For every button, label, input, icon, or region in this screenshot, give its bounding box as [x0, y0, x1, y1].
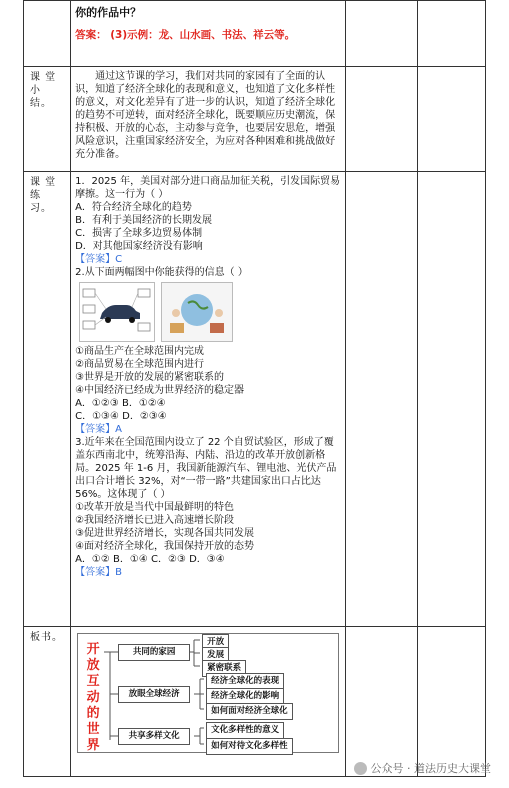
car-diagram-illustration — [80, 283, 154, 341]
question-tail: 你的作品中？ — [75, 6, 142, 19]
q3-statement-1: ①改革开放是当代中国最鲜明的特色 — [75, 502, 235, 513]
board-content-cell — [71, 627, 346, 777]
leaf-treat-diversity: 如何对待文化多样性 — [206, 738, 293, 755]
practice-row — [24, 172, 486, 627]
q1-answer: 【答案】C — [75, 254, 123, 265]
q1-option-a: A．符合经济全球化的趋势 — [75, 202, 192, 213]
col4-cell — [417, 67, 485, 172]
q3-stem: 3.近年来在全国范围内设立了 22 个自贸试验区，形成了覆盖东西南北中，统筹沿海、内陆、沿边的改革开放创新格局。2025 年 1-6 月，我国新能源汽车、锂电池、光伏产品出口合计增长 32%，对“一带一路”共建国家出口占比达 56%。这体现了（ ） — [75, 437, 337, 500]
q2-answer: 【答案】A — [75, 424, 122, 435]
q2-figures — [79, 282, 342, 342]
leaf-globalization-impact: 经济全球化的影响 — [206, 688, 284, 705]
leaf-open: 开放 — [202, 634, 229, 651]
q2-statement-2: ②商品贸易在全球范围内进行 — [75, 359, 205, 370]
practice-content-cell — [71, 172, 346, 627]
board-label: 板书。 — [30, 632, 63, 643]
q2-options-1: A．①②③ B．①②④ — [75, 398, 166, 409]
board-label-cell — [24, 627, 71, 777]
leaf-globalization-forms: 经济全球化的表现 — [206, 673, 284, 690]
branch-global-economy: 放眼全球经济 — [118, 686, 190, 703]
leaf-development: 发展 — [202, 647, 229, 664]
q1-option-c: C．损害了全球多边贸易体制 — [75, 228, 203, 239]
answer-line — [75, 29, 342, 42]
answer-label: 答案： — [75, 29, 107, 41]
leaf-close-ties: 紧密联系 — [202, 660, 246, 677]
row-label-empty — [24, 1, 71, 67]
wechat-icon — [354, 762, 367, 775]
practice-label-cell — [24, 172, 71, 627]
q2-options-2: C．①③④ D．②③④ — [75, 411, 167, 422]
summary-label-cell — [24, 67, 71, 172]
mind-map — [77, 633, 339, 753]
answer-row — [24, 1, 486, 67]
col3-cell — [345, 1, 417, 67]
branch-shared-culture: 共享多样文化 — [118, 728, 190, 745]
col3-cell — [345, 172, 417, 627]
branch-common-home: 共同的家园 — [118, 644, 190, 661]
col3-cell — [345, 67, 417, 172]
q1-option-b: B．有利于美国经济的长期发展 — [75, 215, 212, 226]
col4-cell — [417, 172, 485, 627]
leaf-face-globalization: 如何面对经济全球化 — [206, 703, 293, 720]
watermark — [354, 760, 492, 776]
summary-text-cell — [71, 67, 346, 172]
q3-options: A．①② B．①④ C．②③ D．③④ — [75, 554, 225, 565]
leaf-diversity-meaning: 文化多样性的意义 — [206, 722, 284, 739]
globe-cartoon-illustration — [162, 283, 232, 341]
q1-option-d: D．对其他国家经济没有影响 — [75, 241, 203, 252]
q3-answer: 【答案】B — [75, 567, 122, 578]
q2-statement-4: ④中国经济已经成为世界经济的稳定器 — [75, 385, 245, 396]
car-supply-diagram — [79, 282, 155, 342]
q3-statement-2: ②我国经济增长已进入高速增长阶段 — [75, 515, 235, 526]
col4-cell — [417, 627, 485, 777]
summary-label: 课 堂 小 结。 — [30, 72, 57, 109]
col3-cell — [345, 627, 417, 777]
q2-statement-1: ①商品生产在全球范围内完成 — [75, 346, 205, 357]
q1-stem: 1．2025 年，美国对部分进口商品加征关税，引发国际贸易摩擦。这一行为（ ） — [75, 176, 341, 200]
q3-statement-3: ③促进世界经济增长，实现各国共同发展 — [75, 528, 255, 539]
answer-text: (3)示例：龙、山水画、书法、祥云等。 — [110, 29, 296, 41]
summary-row — [24, 67, 486, 172]
practice-label: 课 堂 练 习。 — [30, 177, 57, 214]
watermark-text: 公众号 · 道法历史大课堂 — [370, 762, 491, 775]
q2-stem: 2.从下面两幅图中你能获得的信息（ ） — [75, 267, 248, 278]
col4-cell — [417, 1, 485, 67]
mind-map-title: 开放互动的世界 — [86, 642, 100, 753]
summary-text: 通过这节课的学习，我们对共同的家园有了全面的认识，知道了经济全球化的表现和意义，也知道了文化多样性的意义，对文化差异有了进一步的认识，知道了经济全球化的趋势不可逆转，面对经济全球化，既要顺应历史潮流，保持积极、开放的心态，主动参与竞争，也要居安思危，增强风险意识，注重国家经济安全，为应对各种困难和挑战做好充分准备。 — [75, 71, 336, 160]
lesson-plan-table — [23, 0, 486, 777]
q2-statement-3: ③世界是开放的发展的紧密联系的 — [75, 372, 225, 383]
globe-trade-cartoon — [161, 282, 233, 342]
answer-cell — [71, 1, 346, 67]
q3-statement-4: ④面对经济全球化，我国保持开放的态势 — [75, 541, 255, 552]
board-row — [24, 627, 486, 777]
